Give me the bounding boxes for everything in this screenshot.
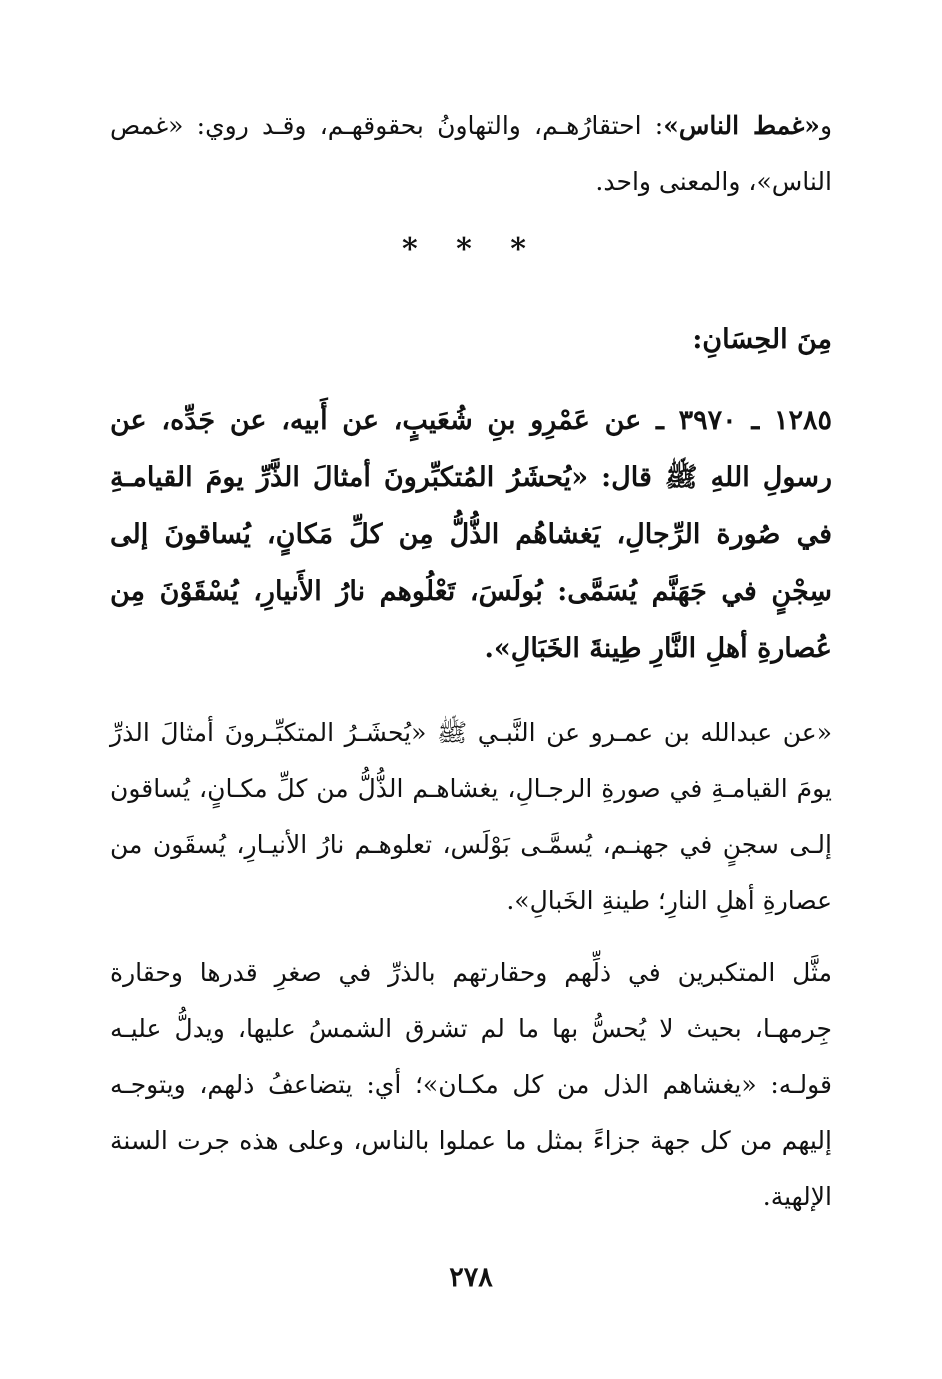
page-number: ٢٧٨ xyxy=(449,1262,493,1293)
commentary-text: مثَّل المتكبرين في ذلِّهم وحقارتهم بالذرِّ في صغرِ قدرها وحقارة جِرمهـا، بحيث لا يُحسُّ بها ما لم تشرق الشمسُ عليها، ويدلُّ عليـه قولـه: «يغشاهم الذل من كل مكـان»؛ أي: يتضاعفُ ذلهم، ويتوجـه إليهم من كل جهة جزاءً بمثل ما عملوا بالناس، وعلى هذه جرت السنة الإلهية. xyxy=(110,958,832,1211)
hadith-text: ١٢٨٥ ـ ٣٩٧٠ ـ عن عَمْرِو بنِ شُعَيبٍ، عن أَبيه، عن جَدِّه، عن رسولِ اللهِ ﷺ قال: «يُحشَرُ المُتكبِّرونَ أمثالَ الذَّرِّ يومَ القيامـةِ في صُورة الرِّجالِ، يَغشاهُم الذُّلُّ مِن كلِّ مَكانٍ، يُساقونَ إلى سِجْنٍ في جَهَنَّم يُسَمَّى: بُولَسَ، تَعْلُوهم نارُ الأَنيارِ، يُسْقَوْنَ مِن عُصارةِ أهلِ النَّارِ طِينةَ الخَبَالِ». xyxy=(110,405,832,664)
quoted-narration: «عن عبدالله بن عمـرو عن النَّبـي ﷺ «يُحشَـرُ المتكبِّـرونَ أمثالَ الذرِّ يومَ القيامـةِ في صورةِ الرجـالِ، يغشاهـم الذُّلُّ من كلِّ مكـانٍ، يُساقون إلـى سجنٍ في جهنـم، يُسمَّـى بَوْلَس، تعلوهـم نارُ الأنيـارِ، يُسقَون من عصارةِ أهلِ النارِ؛ طينةِ الخَبالِ». xyxy=(110,718,832,915)
note-text: : احتقارُهـم، والتهاونُ بحقوقهـم، وقـد روي: «غمص الناس»، والمعنى واحد. xyxy=(110,111,832,196)
section-separator: * * * xyxy=(402,232,540,267)
lexical-note xyxy=(110,98,832,210)
note-prefix: و xyxy=(819,111,833,140)
note-term: «غمط الناس» xyxy=(663,111,820,140)
section-title: مِنَ الحِسَانِ: xyxy=(692,324,832,355)
page xyxy=(110,0,832,1379)
